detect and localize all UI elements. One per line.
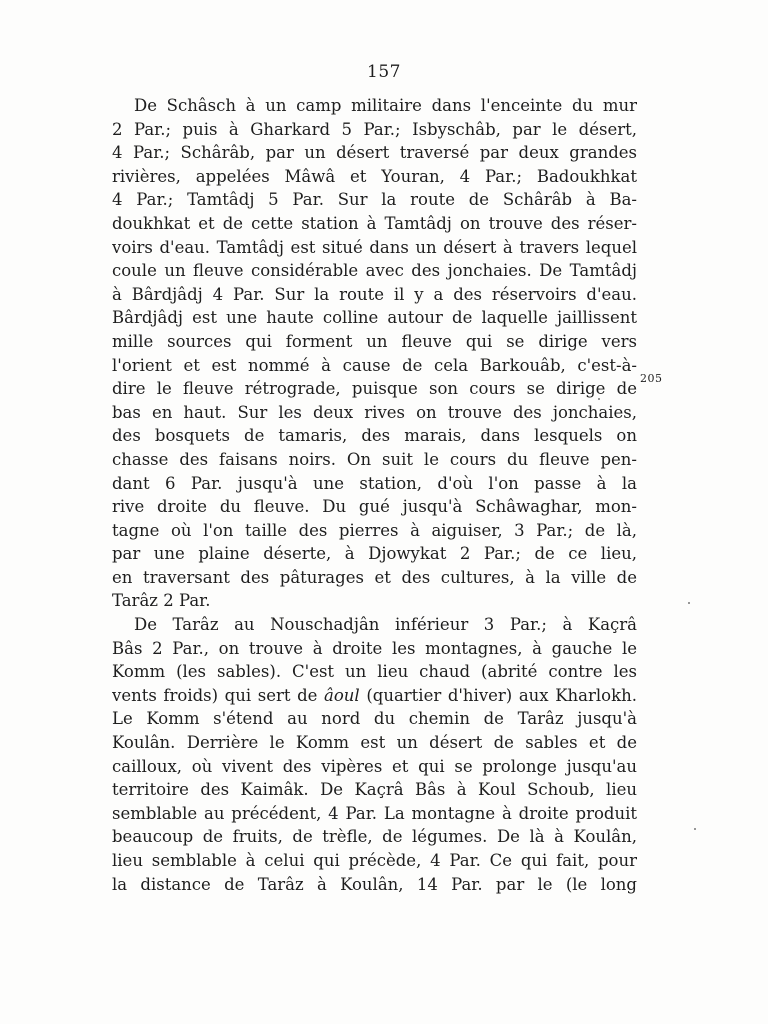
text-line: cailloux, où vivent des vipères et qui se prolonge jusqu'au xyxy=(112,756,637,776)
text-line: Le Komm s'étend au nord du chemin de Tarâz jusqu'à xyxy=(112,709,637,729)
text-line: dant 6 Par. jusqu'à une station, d'où l'on passe à la xyxy=(112,473,637,493)
text-line: bas en haut. Sur les deux rives on trouve des jonchaies, xyxy=(112,402,637,422)
text-line: voirs d'eau. Tamtâdj est situé dans un désert à travers lequel xyxy=(112,237,637,257)
text-line: 4 Par.; Tamtâdj 5 Par. Sur la route de Schârâb à Ba- xyxy=(112,190,637,210)
text-line: dire le fleuve rétrograde, puisque son cours se dirige de xyxy=(112,379,637,399)
text-line: beaucoup de fruits, de trèfle, de légumes. De là à Koulân, xyxy=(112,827,637,847)
text-line: chasse des faisans noirs. On suit le cours du fleuve pen- xyxy=(112,449,637,469)
paper-speck xyxy=(598,398,600,400)
text-line: De Schâsch à un camp militaire dans l'enceinte du mur xyxy=(134,96,637,115)
text-line: De Tarâz au Nouschadjân inférieur 3 Par.; à Kaçrâ xyxy=(134,615,637,635)
text-line: territoire des Kaimâk. De Kaçrâ Bâs à Koul Schoub, lieu xyxy=(112,780,637,800)
text-line: l'orient et est nommé à cause de cela Barkouâb, c'est-à- xyxy=(112,355,637,375)
text-line: tagne où l'on taille des pierres à aiguiser, 3 Par.; de là, xyxy=(112,520,637,540)
text-line: mille sources qui forment un fleuve qui se dirige vers xyxy=(112,331,637,351)
page-number: 157 xyxy=(367,62,401,82)
text-line: des bosquets de tamaris, des marais, dans lesquels on xyxy=(112,426,637,446)
text-line: coule un fleuve considérable avec des jonchaies. De Tamtâdj xyxy=(112,261,637,281)
text-line: la distance de Tarâz à Koulân, 14 Par. par le (le long xyxy=(112,874,637,894)
text-line: 4 Par.; Schârâb, par un désert traversé par deux grandes xyxy=(112,143,637,163)
text-line: doukhkat et de cette station à Tamtâdj on trouve des réser- xyxy=(112,213,637,233)
text-line: Bâs 2 Par., on trouve à droite les montagnes, à gauche le xyxy=(112,638,637,658)
text-line: Tarâz 2 Par. xyxy=(112,591,211,611)
text-line: à Bârdjâdj 4 Par. Sur la route il y a des réservoirs d'eau. xyxy=(112,284,637,304)
italic-term: âoul xyxy=(324,685,360,705)
text-line: Komm (les sables). C'est un lieu chaud (abrité contre les xyxy=(112,662,637,682)
text-line: lieu semblable à celui qui précède, 4 Par. Ce qui fait, pour xyxy=(112,851,637,870)
paper-speck xyxy=(694,828,696,830)
text-line: en traversant des pâturages et des cultures, à la ville de xyxy=(112,567,637,587)
text-line: rive droite du fleuve. Du gué jusqu'à Schâwaghar, mon- xyxy=(112,497,637,517)
paper-speck xyxy=(688,602,690,604)
text-line: 2 Par.; puis à Gharkard 5 Par.; Isbyschâb, par le désert, xyxy=(112,119,637,139)
text-line: semblable au précédent, 4 Par. La montagne à droite produit xyxy=(112,803,637,823)
text-line: Koulân. Derrière le Komm est un désert de sables et de xyxy=(112,733,637,753)
text-line: Bârdjâdj est une haute colline autour de laquelle jaillissent xyxy=(112,308,637,328)
text-line: par une plaine déserte, à Djowykat 2 Par.; de ce lieu, xyxy=(112,544,637,564)
text-line: vents froids) qui sert de âoul (quartier d'hiver) aux Kharlokh. xyxy=(112,685,637,705)
body-text xyxy=(112,94,637,896)
text-line: rivières, appelées Mâwâ et Youran, 4 Par.; Badoukhkat xyxy=(112,166,637,186)
margin-reference-number: 205 xyxy=(640,372,663,385)
